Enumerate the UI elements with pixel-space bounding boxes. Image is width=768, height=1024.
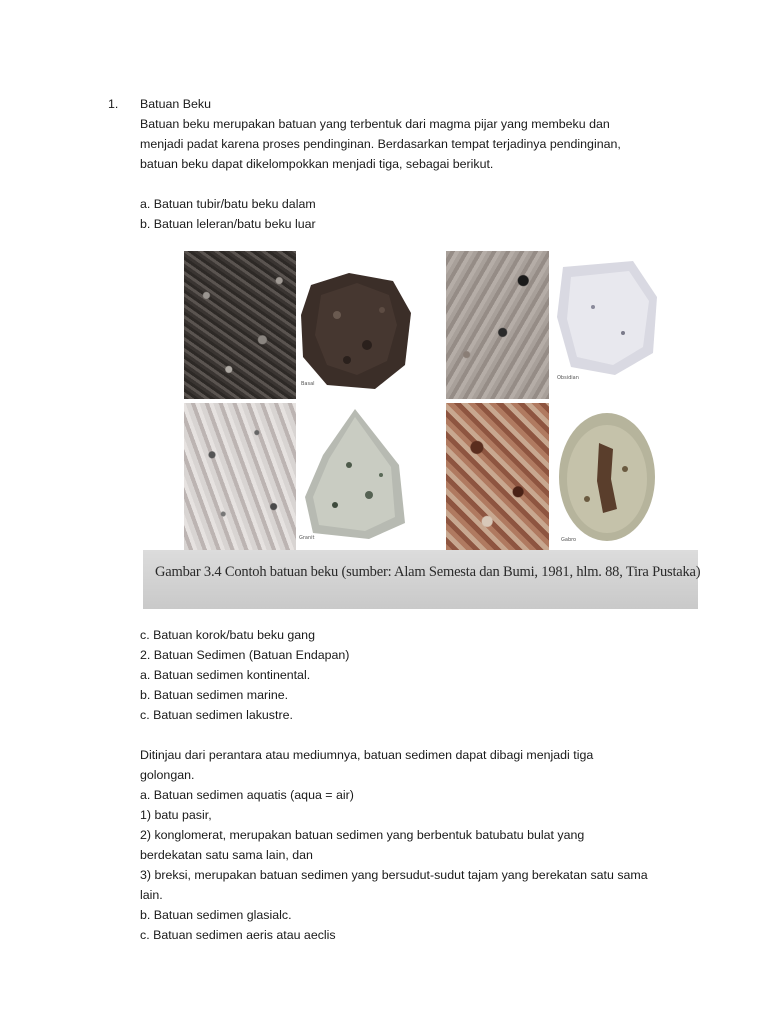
list-item: c. Batuan sedimen lakustre. [140, 708, 293, 722]
list-item: berdekatan satu sama lain, dan [140, 848, 313, 862]
list-item: a. Batuan tubir/batu beku dalam [140, 197, 316, 211]
rock-specimen-obsidian [553, 257, 661, 379]
rock-photo-granite-closeup [184, 403, 296, 551]
rock-photo-obsidian-closeup [446, 251, 549, 399]
list-item: a. Batuan sedimen aquatis (aqua = air) [140, 788, 354, 802]
figure-caption: Gambar 3.4 Contoh batuan beku (sumber: Alam Semesta dan Bumi, 1981, hlm. 88, Tira Pustaka) [155, 564, 701, 580]
list-item: 3) breksi, merupakan batuan sedimen yang bersudut-sudut tajam yang berekatan satu sama [140, 868, 648, 882]
photo-label: Gabro [561, 537, 577, 543]
list-item: c. Batuan korok/batu beku gang [140, 628, 315, 642]
paragraph-line: Ditinjau dari perantara atau mediumnya, batuan sedimen dapat dibagi menjadi tiga [140, 748, 594, 762]
photo-label: Granit [299, 535, 315, 541]
list-item: b. Batuan leleran/batu beku luar [140, 217, 316, 231]
paragraph-line: batuan beku dapat dikelompokkan menjadi tiga, sebagai berikut. [140, 157, 494, 171]
list-item: a. Batuan sedimen kontinental. [140, 668, 311, 682]
rock-photo-basal-closeup [184, 251, 296, 399]
list-item: 1) batu pasir, [140, 808, 212, 822]
list-item: b. Batuan sedimen marine. [140, 688, 289, 702]
paragraph-line: Batuan beku merupakan batuan yang terbentuk dari magma pijar yang membeku dan [140, 117, 610, 131]
rock-specimen-gabro [555, 409, 659, 545]
rock-specimen-basal [297, 265, 415, 395]
section-title: Batuan Beku [140, 97, 211, 111]
rock-photo-gabro-closeup [446, 403, 549, 551]
list-item: lain. [140, 888, 163, 902]
photo-label: Obsidian [557, 375, 579, 381]
photo-label: Basal [301, 381, 315, 387]
section-heading: 2. Batuan Sedimen (Batuan Endapan) [140, 648, 350, 662]
paragraph-line: golongan. [140, 768, 195, 782]
paragraph-line: menjadi padat karena proses pendinginan. Berdasarkan tempat terjadinya pendinginan, [140, 137, 621, 151]
rock-figure [143, 243, 701, 609]
list-number: 1. [108, 97, 119, 111]
list-item: c. Batuan sedimen aeris atau aeclis [140, 928, 336, 942]
list-item: b. Batuan sedimen glasialc. [140, 908, 292, 922]
list-item: 2) konglomerat, merupakan batuan sedimen yang berbentuk batubatu bulat yang [140, 828, 585, 842]
rock-specimen-granite [299, 405, 411, 545]
